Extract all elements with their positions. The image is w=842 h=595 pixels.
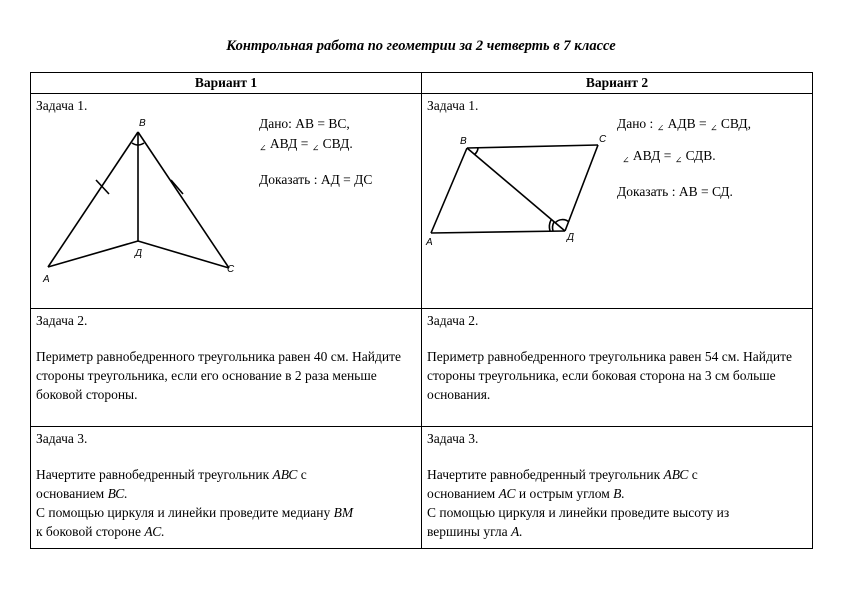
point-b-label: В [460, 136, 467, 147]
segment-dc [138, 241, 229, 268]
angle-arc-d2 [549, 220, 551, 231]
v1-task2-text: Периметр равнобедренного треугольника равен 40 см. Найдите стороны треугольника, если его основание в 2 раза меньше боковой стороны. [36, 349, 401, 402]
task2-row [31, 309, 813, 427]
v1-task2-label: Задача 2. [36, 313, 88, 328]
side-bc [467, 145, 598, 148]
point-a-label: А [43, 274, 50, 285]
point-c-label: С [599, 134, 607, 145]
v2-task2-label: Задача 2. [427, 313, 479, 328]
side-ab [48, 132, 138, 267]
v1-task2-cell [31, 309, 422, 427]
task1-row [31, 94, 813, 309]
v2-prove: Доказать : АВ = СД. [617, 184, 733, 199]
v2-task3-cell [422, 427, 813, 549]
diagonal-bd [467, 148, 565, 231]
v2-task1-label: Задача 1. [427, 98, 479, 113]
v2-given-line1: Дано : $_\angle$ АДВ = $_\angle$ СВД, [617, 116, 751, 133]
angle-arc-abd [132, 143, 138, 145]
side-ab [431, 148, 467, 233]
angle-arc-d1 [553, 222, 554, 231]
side-cd [565, 145, 598, 231]
point-a-label: А [426, 237, 433, 248]
tick-bc [171, 180, 183, 194]
v2-task3-label: Задача 3. [427, 431, 479, 446]
v2-given-line2: $_\angle$ АВД = $_\angle$ СДВ. [622, 148, 716, 165]
point-c-label: С [227, 264, 235, 275]
angle-arc-b [475, 148, 478, 154]
page-title: Контрольная работа по геометрии за 2 четверть в 7 классе [226, 38, 616, 54]
angle-icon: ∠ [622, 155, 630, 165]
angle-icon: ∠ [311, 143, 320, 153]
point-b-label: В [139, 118, 146, 129]
header-row [31, 73, 813, 94]
v2-task1-cell [422, 94, 813, 309]
angle-arc-d3 [555, 220, 569, 223]
point-d-label: Д [567, 232, 575, 243]
variant-2-header: Вариант 2 [422, 73, 813, 94]
assignment-table [30, 72, 813, 549]
point-d-label: Д [135, 248, 143, 259]
v1-task1-cell [31, 94, 422, 309]
v1-prove: Доказать : АД = ДС [259, 172, 373, 187]
v2-task2-cell [422, 309, 813, 427]
v1-task3-cell [31, 427, 422, 549]
angle-icon: ∠ [709, 123, 718, 133]
angle-icon: ∠ [674, 155, 683, 165]
segment-ad [48, 241, 138, 267]
v1-task3-label: Задача 3. [36, 431, 88, 446]
v1-task1-figure [31, 94, 422, 308]
angle-icon: ∠ [656, 123, 665, 133]
v1-task1-label: Задача 1. [36, 98, 88, 113]
v2-task2-text: Периметр равнобедренного треугольника равен 54 см. Найдите стороны треугольника, если боковая сторона на 3 см больше основания. [427, 349, 792, 402]
v1-given-line1: Дано: АВ = ВС, [259, 116, 350, 131]
angle-icon: ∠ [259, 143, 267, 153]
angle-arc-dbc [138, 143, 144, 145]
v2-task3-text: Начертите равнобедренный треугольник АВС с основанием АС и острым углом В. С помощью циркуля и линейки проведите высоту из вершины угла А. [427, 467, 730, 539]
task3-row [31, 427, 813, 549]
v1-task3-text: Начертите равнобедренный треугольник АВС с основанием ВС. С помощью циркуля и линейки проведите медиану ВМ к боковой стороне АС. [36, 467, 354, 539]
side-bc [138, 132, 229, 268]
v1-given-line2: $_\angle$ АВД = $_\angle$ СВД. [259, 136, 353, 153]
variant-1-header: Вариант 1 [31, 73, 422, 94]
side-da [431, 231, 565, 233]
